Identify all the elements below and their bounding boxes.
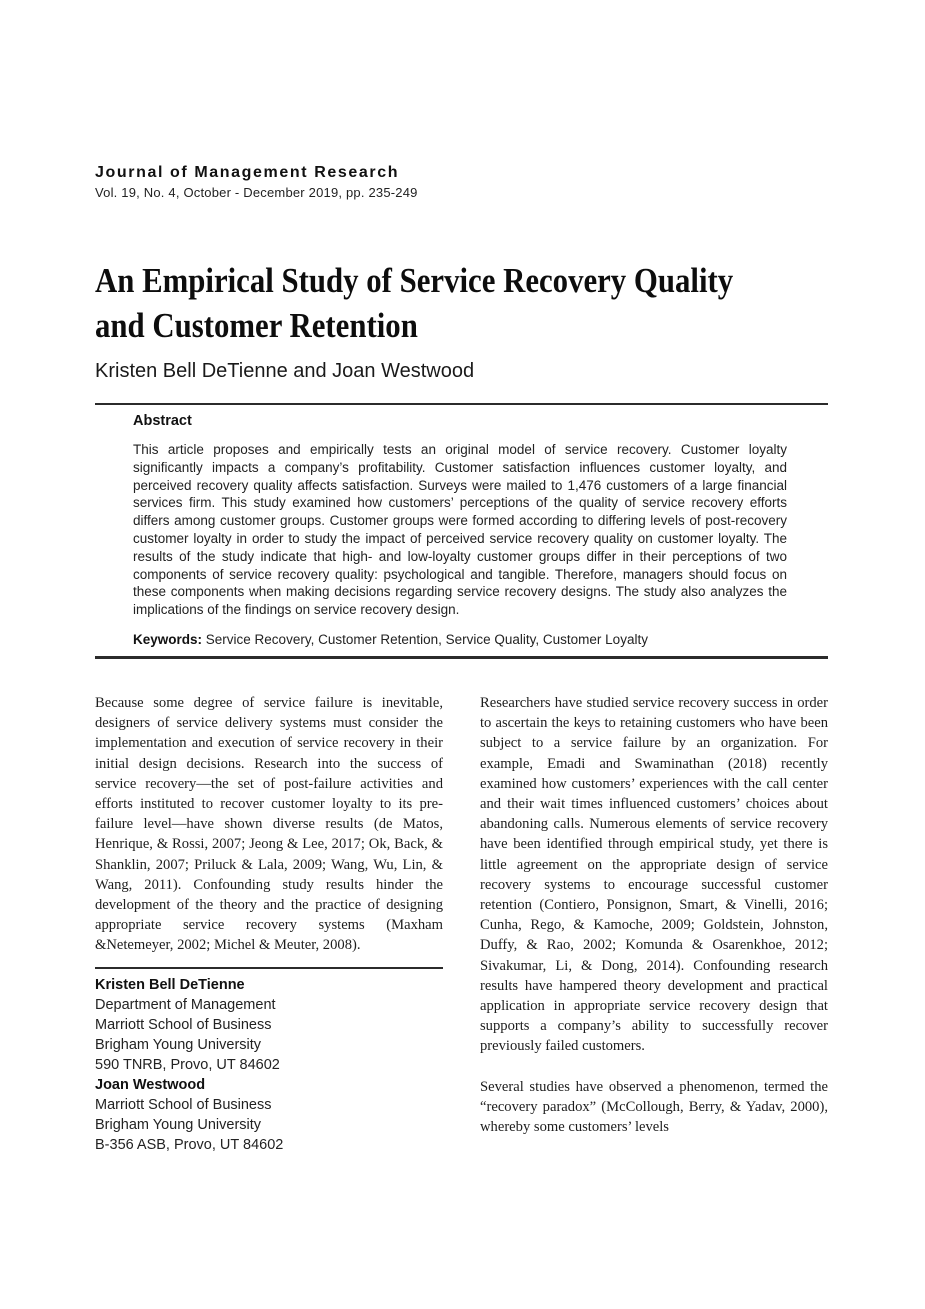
keywords-text: Service Recovery, Customer Retention, Service Quality, Customer Loyalty	[202, 631, 648, 647]
body-paragraph: Because some degree of service failure is inevitable, designers of service delivery systems must consider the implementation and execution of service recovery in their initial design decisions. Research into the success of service recovery—the set of post-failure activities and efforts instituted to recover customer loyalty to its pre-failure level—have shown diverse results (de Matos, Henrique, & Rossi, 2007; Jeong & Lee, 2017; Ok, Back, & Shanklin, 2007; Priluck & Lala, 2009; Wang, Wu, Lin, & Wang, 2011). Confounding study results hinder the development of the theory and the practice of designing appropriate service recovery systems (Maxham &Netemeyer, 2002; Michel & Meuter, 2008).	[95, 694, 443, 954]
author-note-line: Marriott School of Business	[95, 1016, 272, 1033]
author-note-name: Joan Westwood	[95, 1076, 206, 1093]
right-column	[480, 693, 828, 1155]
author-note-line: Marriott School of Business	[95, 1096, 272, 1113]
keywords-label: Keywords:	[133, 631, 203, 647]
abstract-heading: Abstract	[133, 413, 192, 429]
article-title-line-2: and Customer Retention	[95, 306, 418, 345]
author-note-line: Brigham Young University	[95, 1036, 262, 1053]
author-note-line: Department of Management	[95, 996, 276, 1013]
body-columns	[95, 693, 828, 1155]
abstract-section	[95, 403, 828, 659]
page-content	[95, 0, 828, 1155]
author-note-line: Brigham Young University	[95, 1116, 262, 1133]
author-note-line: 590 TNRB, Provo, UT 84602	[95, 1056, 280, 1073]
article-title-line-1: An Empirical Study of Service Recovery Quality	[95, 261, 734, 300]
author-note-name: Kristen Bell DeTienne	[95, 976, 245, 993]
body-paragraph: Several studies have observed a phenomenon, termed the “recovery paradox” (McCollough, Berry, & Yadav, 2000), whereby some customers’ levels	[480, 1078, 828, 1136]
article-title	[95, 258, 740, 348]
author-note-line: B-356 ASB, Provo, UT 84602	[95, 1136, 284, 1153]
body-paragraph: Researchers have studied service recovery success in order to ascertain the keys to retaining customers who have been subject to a service failure by an organization. For example, Emadi and Swaminathan (2018) recently examined how customers’ experiences with the call center and their wait times influenced customers’ choices about abandoning calls. Numerous elements of service recovery have been identified through empirical study, yet there is little agreement on the appropriate design of service recovery systems to encourage successful customer retention (Contiero, Ponsignon, Smart, & Vinelli, 2016; Cunha, Rego, & Kamoche, 2009; Goldstein, Johnston, Duffy, & Rao, 2002; Komunda & Osarenkhoe, 2012; Sivakumar, Li, & Dong, 2014). Confounding research results have hampered theory development and practical application in appropriate service recovery design that supports a company’s ability to successfully recover previously failed customers.	[480, 694, 828, 1055]
keywords-line	[133, 632, 787, 647]
article-authors: Kristen Bell DeTienne and Joan Westwood	[95, 360, 475, 382]
journal-issue: Vol. 19, No. 4, October - December 2019, pp. 235-249	[95, 185, 418, 200]
author-note	[95, 967, 443, 1155]
abstract-body: This article proposes and empirically tests an original model of service recovery. Customer loyalty significantly impacts a company’s profitability. Customer satisfaction influences customer loyalty, and perceived recovery quality affects satisfaction. Surveys were mailed to 1,476 customers of a large financial services firm. This study examined how customers’ perceptions of the quality of service recovery efforts differs among customer groups. Customer groups were formed according to differing levels of post-recovery customer loyalty in order to study the impact of perceived service recovery quality on customer loyalty. The results of the study indicate that high- and low-loyalty customer groups differ in their perceptions of two components of service recovery quality: psychological and tangible. Therefore, managers should focus on these components when making decisions regarding service recovery designs. The study also analyzes the implications of the findings on service recovery design.	[133, 442, 787, 618]
journal-name: Journal of Management Research	[95, 164, 400, 181]
left-column	[95, 693, 443, 1155]
